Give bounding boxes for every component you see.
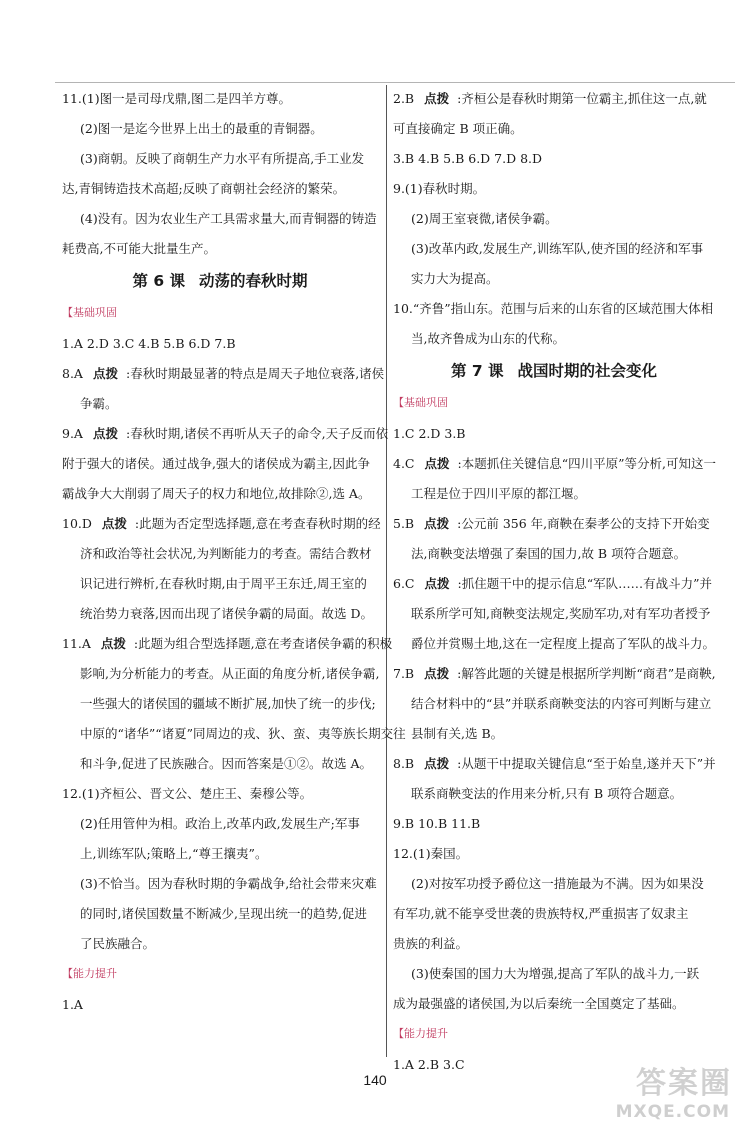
answer-item (62, 425, 389, 442)
hint-text: :此题为否定型选择题,意在考查春秋时期的经 (134, 516, 381, 531)
answer-line: 贵族的利益。 (393, 936, 469, 951)
answer-line: 耗费高,不可能大批量生产。 (62, 241, 216, 256)
answer-item (393, 665, 715, 682)
answer-choice: 4.C (393, 456, 415, 471)
hint-keyword: 点拨 (424, 666, 450, 681)
hint-keyword: 点拨 (424, 91, 450, 106)
hint-text: :此题为组合型选择题,意在考查诸侯争霸的积极 (133, 636, 393, 651)
answer-item (62, 635, 393, 652)
answer-line: 成为最强盛的诸侯国,为以后秦统一全国奠定了基础。 (393, 996, 685, 1011)
section-tag-basic: 【基础巩固 (393, 396, 448, 409)
answer-line: 法,商鞅变法增强了秦国的国力,故 B 项符合题意。 (411, 546, 687, 561)
hint-text: :解答此题的关键是根据所学判断“商君”是商鞅, (457, 666, 716, 681)
answer-line: 争霸。 (80, 396, 118, 411)
answer-item (393, 515, 715, 532)
hint-text: :抓住题干中的提示信息“军队……有战斗力”并 (457, 576, 713, 591)
answer-choice: 8.B (393, 756, 415, 771)
answer-line: 实力大为提高。 (411, 271, 499, 286)
hint-keyword: 点拨 (101, 516, 127, 531)
lesson-number: 第 7 课 (450, 362, 504, 380)
answer-line: 联系所学可知,商鞅变法规定,奖励军功,对有军功者授予 (411, 606, 711, 621)
answer-choice: 5.B (393, 516, 415, 531)
hint-keyword: 点拨 (100, 636, 126, 651)
answer-line: 联系商鞅变法的作用来分析,只有 B 项符合题意。 (411, 786, 683, 801)
answer-line: 和斗争,促进了民族融合。因而答案是①②。故选 A。 (80, 756, 372, 771)
hint-keyword: 点拨 (424, 756, 450, 771)
lesson-name: 动荡的春秋时期 (199, 272, 308, 290)
answer-line: 了民族融合。 (80, 936, 156, 951)
answer-choice: 7.B (393, 666, 415, 681)
section-tag-ability: 【能力提升 (393, 1027, 448, 1040)
answer-item (62, 515, 381, 532)
answer-line: 10.“齐鲁”指山东。范围与后来的山东省的区域范围大体相 (393, 301, 714, 316)
watermark-logo-text: 答案圈 (636, 1066, 732, 1101)
answer-choice: 10.D (62, 516, 92, 531)
lesson-number: 第 6 课 (132, 272, 186, 290)
answer-line: 1.C 2.D 3.B (393, 426, 466, 441)
answer-line: 工程是位于四川平原的都江堰。 (411, 486, 587, 501)
answer-item (393, 575, 715, 592)
answer-line: 济和政治等社会状况,为判断能力的考查。需结合教材 (80, 546, 372, 561)
answer-line: 上,训练军队;策略上,“尊王攘夷”。 (80, 846, 268, 861)
hint-keyword: 点拨 (424, 516, 450, 531)
top-rule (55, 82, 735, 83)
lesson-6-title (62, 270, 378, 292)
hint-keyword: 点拨 (92, 366, 118, 381)
answer-line: (2)对按军功授予爵位这一措施最为不满。因为如果没 (411, 876, 704, 891)
answer-line: 县制有关,选 B。 (411, 726, 504, 741)
watermark-logo (582, 1058, 732, 1122)
answer-line: 12.(1)秦国。 (393, 846, 469, 861)
hint-text: :本题抓住关键信息“四川平原”等分析,可知这一 (457, 456, 716, 471)
lesson-name: 战国时期的社会变化 (517, 362, 658, 380)
answer-line: 霸战争大大削弱了周天子的权力和地位,故排除②,选 A。 (62, 486, 371, 501)
answer-line: 1.A (62, 997, 83, 1012)
answer-line: (3)使秦国的国力大为增强,提高了军队的战斗力,一跃 (411, 966, 700, 981)
answer-line: 附于强大的诸侯。通过战争,强大的诸侯成为霸主,因此争 (62, 456, 370, 471)
hint-keyword: 点拨 (92, 426, 118, 441)
answer-line: (3)商朝。反映了商朝生产力水平有所提高,手工业发 (80, 151, 365, 166)
answer-line: 3.B 4.B 5.B 6.D 7.D 8.D (393, 151, 543, 166)
hint-text: :春秋时期最显著的特点是周天子地位衰落,诸侯 (125, 366, 385, 381)
hint-text: :齐桓公是春秋时期第一位霸主,抓住这一点,就 (457, 91, 707, 106)
column-divider (386, 85, 387, 1057)
answer-line: 达,青铜铸造技术高超;反映了商朝社会经济的繁荣。 (62, 181, 346, 196)
answer-choice: 8.A (62, 366, 83, 381)
answer-choice: 2.B (393, 91, 415, 106)
answer-line: 1.A 2.B 3.C (393, 1057, 465, 1072)
answer-line: 识记进行辨析,在春秋时期,由于周平王东迁,周王室的 (80, 576, 367, 591)
watermark-url: MXQE.COM (615, 1102, 730, 1122)
section-tag-basic: 【基础巩固 (62, 306, 117, 319)
answer-item (393, 90, 715, 107)
lesson-7-title (393, 360, 715, 382)
answer-line: 影响,为分析能力的考查。从正面的角度分析,诸侯争霸, (80, 666, 380, 681)
answer-line: 中原的“诸华”“诸夏”同周边的戎、狄、蛮、夷等族长期交往 (80, 726, 406, 741)
answer-line: 12.(1)齐桓公、晋文公、楚庄王、秦穆公等。 (62, 786, 313, 801)
answer-line: 当,故齐鲁成为山东的代称。 (411, 331, 565, 346)
hint-keyword: 点拨 (424, 576, 450, 591)
answer-line: 一些强大的诸侯国的疆域不断扩展,加快了统一的步伐; (80, 696, 376, 711)
answer-choice: 6.C (393, 576, 415, 591)
answer-line: 11.(1)图一是司母戊鼎,图二是四羊方尊。 (62, 91, 292, 106)
hint-text: :春秋时期,诸侯不再听从天子的命令,天子反而依 (125, 426, 389, 441)
hint-text: :公元前 356 年,商鞅在秦孝公的支持下开始变 (457, 516, 710, 531)
answer-line: 可直接确定 B 项正确。 (393, 121, 523, 136)
answer-item (393, 755, 715, 772)
answer-item (393, 455, 715, 472)
answer-line: (2)任用管仲为相。政治上,改革内政,发展生产;军事 (80, 816, 360, 831)
answer-line: (2)周王室衰微,诸侯争霸。 (411, 211, 558, 226)
answer-line: 9.(1)春秋时期。 (393, 181, 486, 196)
answer-item (62, 365, 385, 382)
answer-line: (3)不恰当。因为春秋时期的争霸战争,给社会带来灾难 (80, 876, 377, 891)
answer-line: 统治势力衰落,因而出现了诸侯争霸的局面。故选 D。 (80, 606, 373, 621)
answer-line: 有军功,就不能享受世袭的贵族特权,严重损害了奴隶主 (393, 906, 689, 921)
answer-choice: 9.A (62, 426, 83, 441)
section-tag-ability: 【能力提升 (62, 967, 117, 980)
answer-line: (4)没有。因为农业生产工具需求量大,而青铜器的铸造 (80, 211, 377, 226)
hint-keyword: 点拨 (424, 456, 450, 471)
page-number: 140 (363, 1072, 387, 1088)
answer-line: 结合材料中的“县”并联系商鞅变法的内容可判断与建立 (411, 696, 712, 711)
answer-line: 爵位并赏赐土地,这在一定程度上提高了军队的战斗力。 (411, 636, 715, 651)
right-column (393, 90, 715, 1086)
answer-choice: 11.A (62, 636, 91, 651)
answer-line: 1.A 2.D 3.C 4.B 5.B 6.D 7.B (62, 336, 236, 351)
answer-line: (3)改革内政,发展生产,训练军队,使齐国的经济和军事 (411, 241, 704, 256)
answer-line: 的同时,诸侯国数量不断减少,呈现出统一的趋势,促进 (80, 906, 367, 921)
hint-text: :从题干中提取关键信息“至于始皇,遂并天下”并 (457, 756, 716, 771)
answer-line: 9.B 10.B 11.B (393, 816, 481, 831)
answer-line: (2)图一是迄今世界上出土的最重的青铜器。 (80, 121, 323, 136)
